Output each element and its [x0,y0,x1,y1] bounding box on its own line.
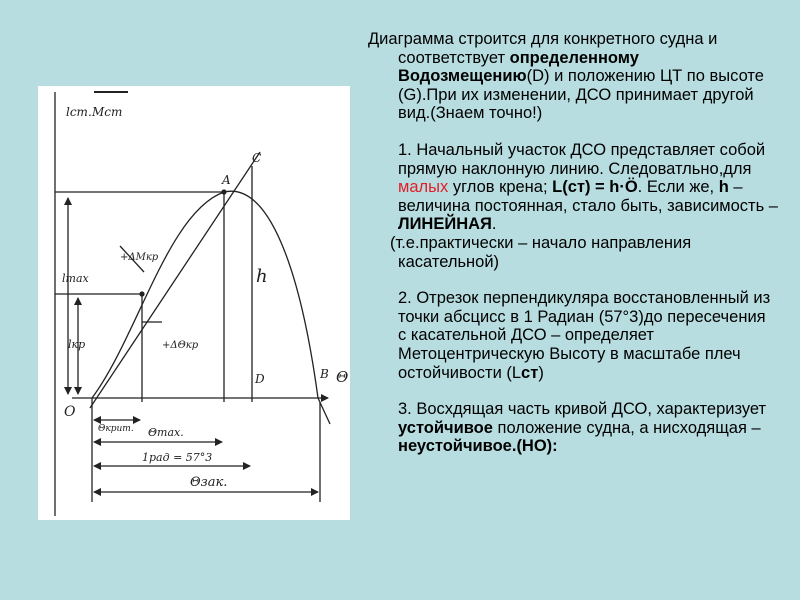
p5-text-a: 3. Восхдящая часть кривой ДСО, характеризует [398,400,767,419]
p2-text-h: h [718,178,729,197]
tangent-line [90,152,260,408]
paragraph-note [368,234,778,271]
label-theta-max: Θmax. [148,426,184,439]
label-point-C: C [252,151,262,165]
p5-text-d: неустойчивое.(НО): [398,437,558,456]
label-l-max: lmax [62,272,89,285]
label-theta-krit: Θкрит. [98,424,134,434]
p2-text-b: углов крена; [448,178,553,197]
paragraph-point-1 [368,141,778,234]
label-delta-m: +ΔMкр [120,252,159,263]
p2-text-linear: ЛИНЕЙНАЯ [398,215,492,234]
p2-text-red: малых [398,178,449,197]
point-A-dot [221,189,226,194]
label-h: h [256,266,268,287]
p1-text-c: (D) и положению ЦТ по высоте (G).При их изменении, ДСО принимает другой вид.(Знаем точно!) [398,67,764,123]
paragraph-intro [368,30,778,123]
label-point-A: A [222,173,231,187]
p2-text-c: . Если же, [637,178,719,197]
spacer [368,382,778,400]
explanation-text [368,30,778,456]
label-rad: 1рад = 57°3 [142,451,213,464]
label-origin: O [64,404,76,420]
p1-text-bold: определенному Водозмещению [398,48,639,86]
paragraph-point-3 [368,400,778,456]
spacer [368,123,778,141]
stability-diagram [38,86,350,520]
p1-text-a: Диаграмма строится для конкретного судна и соответствует [368,30,718,67]
p4-text-c: ) [538,363,544,382]
p2-formula: L(ст) = h·Ö [552,178,638,197]
label-l-kp: lкр [68,338,86,351]
p4-text-bold: ст [521,363,539,382]
p4-text-a: 2. Отрезок перпендикуляра восстановленный из точки абсцисс в 1 Радиан (57°3)до пересечения с касательной ДСО – определяет Метоцентрическую Высоту в масштабе плеч остойчивости (L [398,289,771,382]
label-theta-zak: Θзак. [190,475,228,490]
stability-diagram-svg [38,86,350,520]
label-m-st: Mст [92,105,123,119]
label-point-D: D [255,372,265,386]
label-l-st: lст. [66,105,92,119]
p5-text-c: положение судна, а нисходящая – [492,418,761,437]
label-theta-axis: Θ [336,368,349,386]
spacer [368,271,778,289]
paragraph-point-2 [368,289,778,382]
p3-text: (т.е.практически – начало направления касательной) [390,233,692,271]
label-point-B: B [320,367,329,381]
p5-text-bold: устойчивое [398,418,493,437]
p2-text-a: 1. Начальный участок ДСО представляет собой прямую наклонную линию. Следоватльно,для [398,140,766,178]
p2-text-e: . [491,215,497,234]
point-tangent-dot [139,291,144,296]
label-delta-theta: +ΔΘкр [162,340,199,351]
p2-text-d: – величина постоянная, стало быть, зависимость – [398,178,778,215]
